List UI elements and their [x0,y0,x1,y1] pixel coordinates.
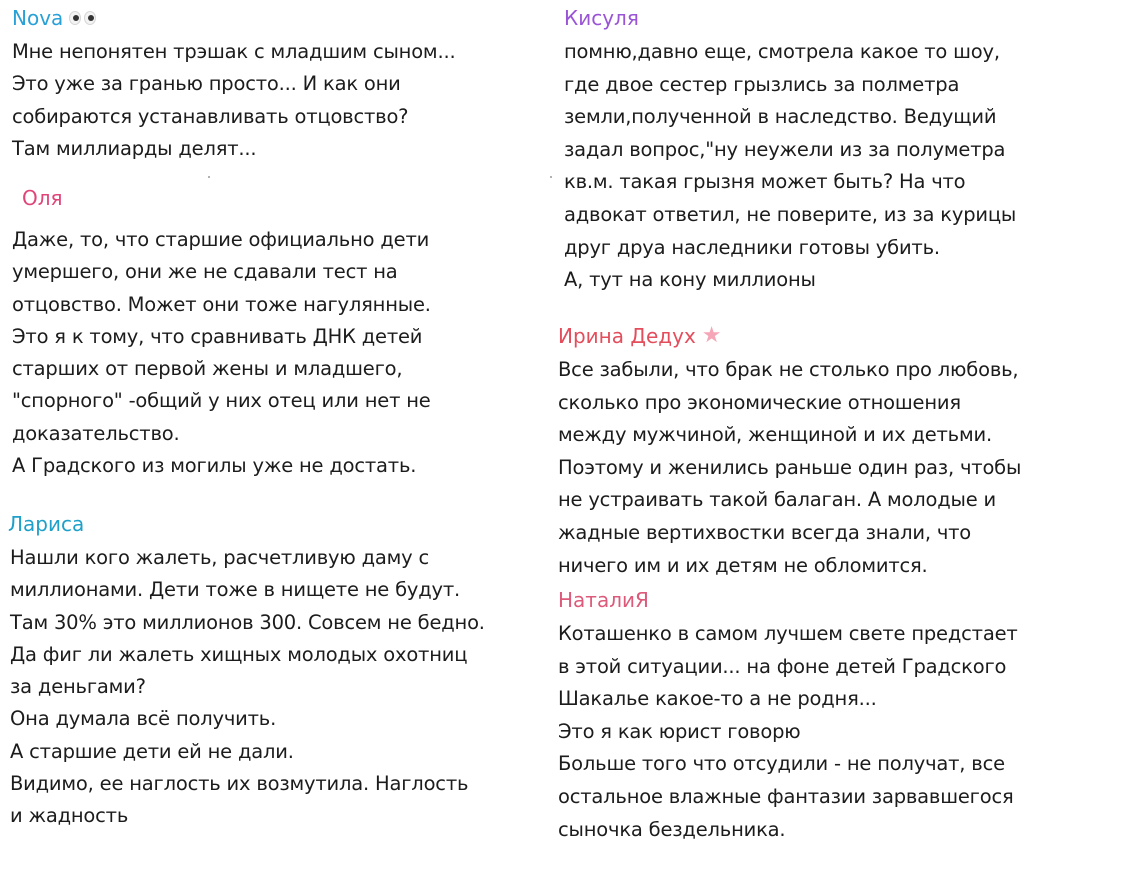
author-olya[interactable]: Оля [22,186,63,210]
author-name[interactable] [12,6,552,30]
separator-dot [550,176,552,178]
author-name[interactable] [8,512,552,536]
author-kisulya[interactable]: Кисуля [564,6,639,30]
eyes-icon [69,11,96,25]
message-nova [12,6,552,165]
message-olya [12,186,552,482]
author-name[interactable] [558,324,1118,348]
message-text: Все забыли, что брак не столько про любовь, сколько про экономические отношения между мужчиной, женщиной и их детьми. Поэтому и женились раньше один раз, чтобы не устраивать такой балаган. А молодые и жадные вертихвостки всегда знали, что ничего им и их детям не обломится. [558,358,1022,577]
message-larisa [8,512,552,833]
message-natalia [558,588,1118,846]
message-text: помню,давно еще, смотрела какое то шоу, где двое сестер грызлись за полметра земли,полученной в наследство. Ведущий задал вопрос,"ну неужели из за полуметра кв.м. такая грызня может быть? На что адвокат ответил, не поверите, из за курицы друг друа наследники готовы убить. А, тут на кону миллионы [564,40,1017,292]
author-name[interactable] [12,186,552,210]
author-irina[interactable]: Ирина Дедух [558,324,696,348]
message-kisulya [558,6,1118,297]
message-irina [558,324,1118,582]
message-text: Мне непонятен трэшак с младшим сыном... Это уже за гранью просто... И как они собираются устанавливать отцовство? Там миллиарды делят... [12,40,456,160]
author-larisa[interactable]: Лариса [8,512,85,536]
message-text: Коташенко в самом лучшем свете предстает в этой ситуации... на фоне детей Градского Шакалье какое-то а не родня... Это я как юрист говорю Больше того что отсудили - не получат, все остальное влажные фантазии зарвавшегося сыночка бездельника. [558,622,1018,841]
separator-dot [208,176,210,178]
message-text: Нашли кого жалеть, расчетливую даму с миллионами. Дети тоже в нищете не будут. Там 30% это миллионов 300. Совсем не бедно. Да фиг ли жалеть хищных молодых охотниц за деньгами? Она думала всё получить. А старшие дети ей не дали. Видимо, ее наглость их возмутила. Наглость и жадность [10,546,485,828]
author-name[interactable] [558,588,1118,612]
author-nova[interactable]: Nova [12,6,64,30]
author-natalia[interactable]: НаталиЯ [558,588,649,612]
message-text: Даже, то, что старшие официально дети умершего, они же не сдавали тест на отцовство. Может они тоже нагулянные. Это я к тому, что сравнивать ДНК детей старших от первой жены и младшего, "спорного" -общий у них отец или нет не доказательство. А Градского из могилы уже не достать. [12,228,431,478]
star-icon: ★ [701,323,722,348]
author-name[interactable] [558,6,1118,30]
